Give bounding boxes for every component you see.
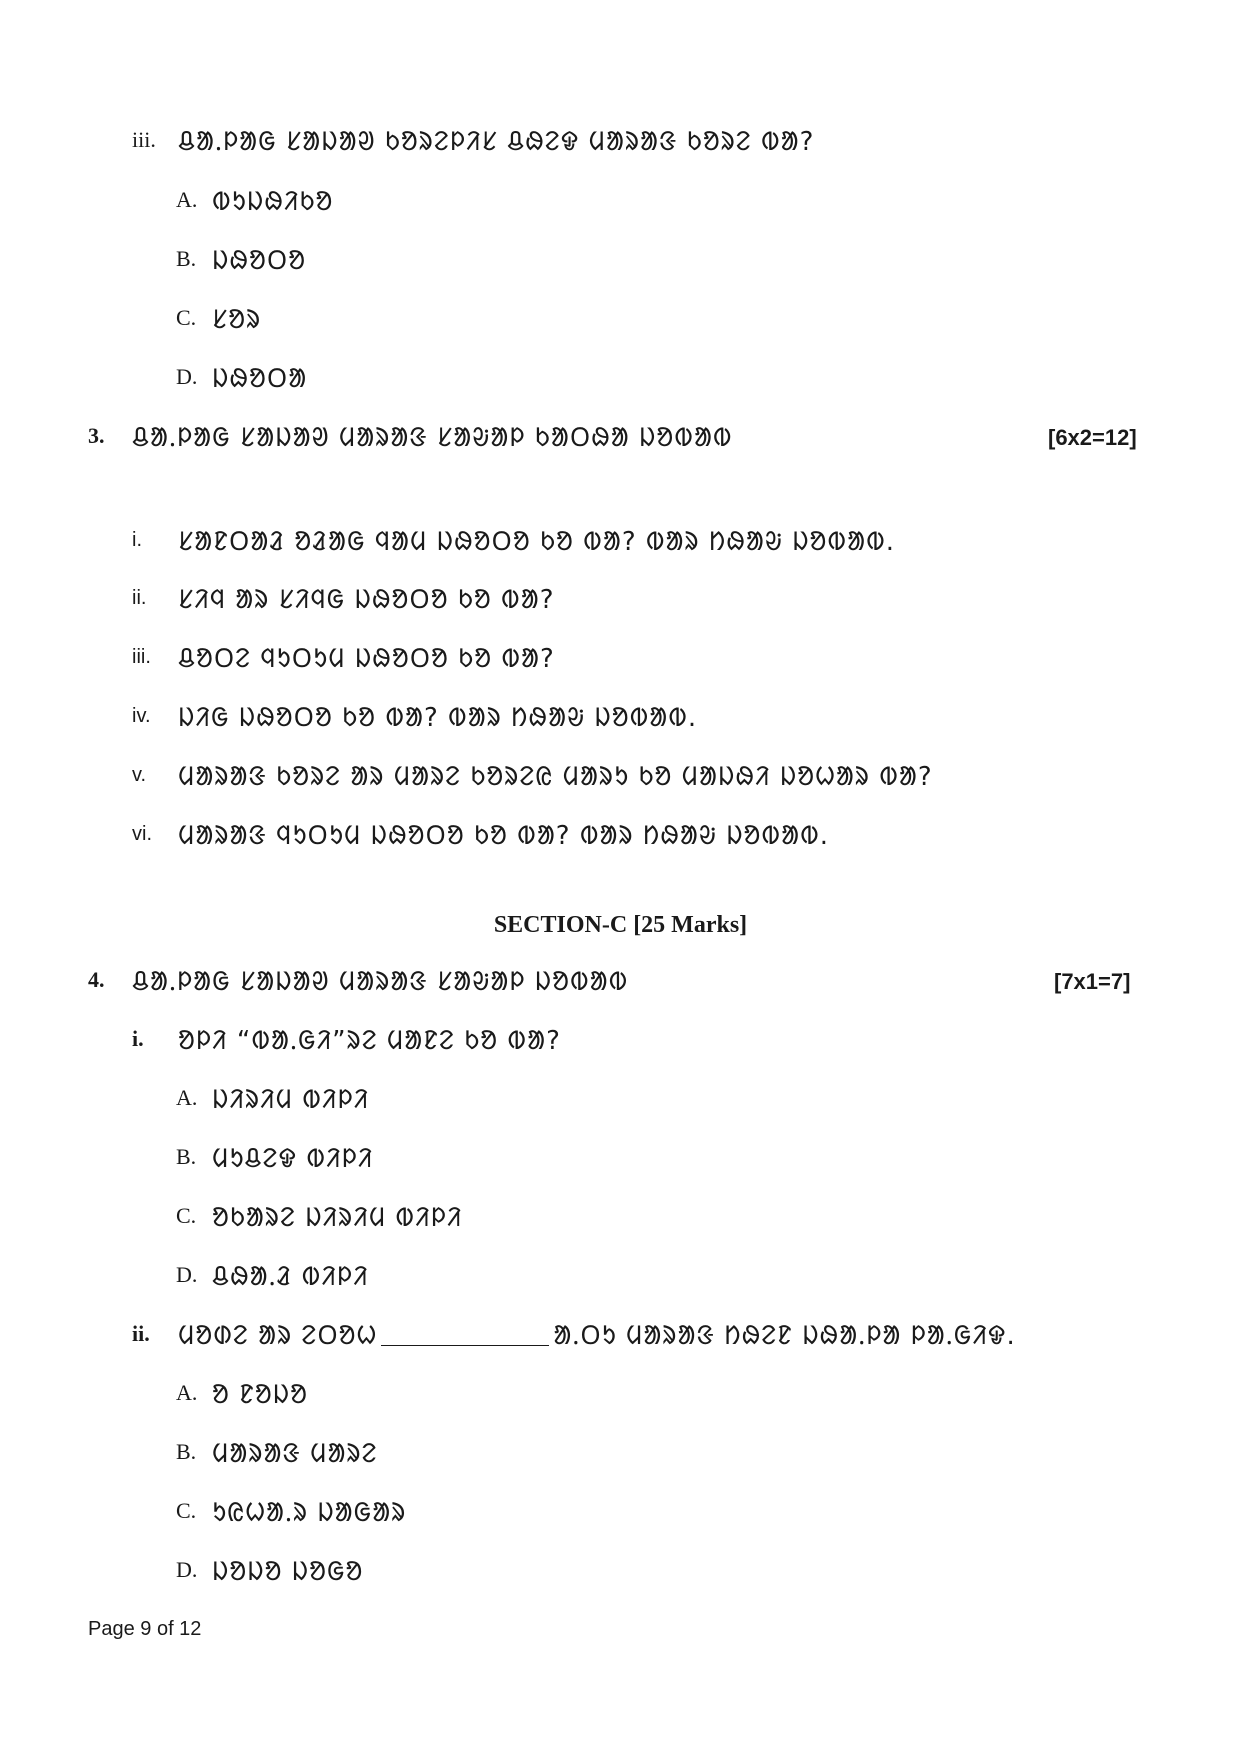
page-number: Page 9 of 12	[88, 1618, 202, 1640]
question-item	[132, 755, 933, 795]
question-item	[132, 696, 697, 736]
option-label: A.	[176, 187, 198, 212]
option-text: ᱩᱭᱦᱟᱹᱨ ᱡᱟᱜᱟᱨ	[212, 1498, 407, 1528]
option	[176, 1196, 462, 1236]
question-number: 4.	[88, 967, 105, 992]
question-text: ᱪᱟᱹᱞᱟᱜ ᱥᱟᱡᱟᱣ ᱠᱚᱨᱮᱞᱤᱥ ᱪᱷᱮᱫ ᱢᱟᱨᱟᱝ ᱠᱚᱨᱮ ᱵᱟ?	[178, 127, 815, 157]
option	[176, 1491, 406, 1531]
option-label: D.	[176, 1557, 198, 1582]
option	[176, 180, 333, 220]
question-text-before: ᱢᱚᱰᱮ ᱟᱨ ᱮᱛᱚᱦ	[178, 1321, 378, 1351]
item-number: ii.	[132, 586, 147, 609]
option-label: A.	[176, 1380, 198, 1405]
option	[176, 239, 306, 279]
option-text: ᱡᱷᱚᱛᱟ	[212, 364, 308, 394]
option-label: A.	[176, 1085, 198, 1110]
question-text: ᱢᱟᱨᱟᱝ ᱧᱩᱛᱩᱢ ᱡᱷᱚᱛᱚ ᱠᱚ ᱵᱟ? ᱵᱟᱨ ᱴᱷᱟᱶ ᱡᱚᱵᱟᱵ.	[178, 821, 830, 851]
item-number: v.	[132, 763, 147, 786]
option-label: B.	[176, 1439, 197, 1464]
option-text: ᱡᱚᱡᱚ ᱡᱚᱜᱚ	[212, 1557, 364, 1587]
marks-label: [6x2=12]	[1048, 425, 1137, 450]
question-item	[132, 814, 829, 854]
question-item	[132, 520, 895, 560]
option-text: ᱚᱠᱟᱨᱮ ᱡᱤᱨᱤᱢ ᱵᱤᱞᱤ	[212, 1203, 463, 1233]
question-text-after: ᱟᱹᱛᱩ ᱢᱟᱨᱟᱝ ᱴᱷᱮᱱ ᱡᱷᱟᱹᱞᱟ ᱞᱟᱹᱜᱤᱫ.	[553, 1321, 1016, 1351]
option-label: D.	[176, 364, 198, 389]
marks-label: [7x1=7]	[1054, 969, 1131, 994]
question-text: ᱢᱟᱨᱟᱝ ᱠᱚᱨᱮ ᱟᱨ ᱢᱟᱨᱮ ᱠᱚᱨᱮᱭ ᱢᱟᱨᱩ ᱠᱚ ᱢᱟᱡᱷᱤ ᱡᱚᱦᱟᱨ ᱵᱟ?	[178, 762, 933, 792]
section-title: SECTION-C [25 Marks]	[493, 912, 748, 938]
question-text: ᱥᱤᱧ ᱟᱨ ᱥᱤᱧᱜ ᱡᱷᱚᱛᱚ ᱠᱚ ᱵᱟ?	[178, 585, 555, 615]
fill-in-blank	[381, 1323, 549, 1346]
question-number: 3.	[88, 423, 105, 448]
option	[176, 1550, 363, 1590]
item-number: i.	[132, 528, 142, 551]
option	[176, 1255, 369, 1295]
item-number: ii.	[132, 1321, 150, 1346]
item-number: i.	[132, 1026, 144, 1051]
question-item	[132, 1019, 561, 1059]
option-label: D.	[176, 1262, 198, 1287]
option-text: ᱡᱤᱨᱤᱢ ᱵᱤᱞᱤ	[212, 1085, 370, 1115]
question-item	[132, 1314, 1016, 1354]
option-text: ᱡᱷᱚᱛᱚ	[212, 246, 307, 276]
option-label: C.	[176, 1203, 197, 1228]
question-text: ᱚᱞᱤ “ᱵᱟᱹᱜᱤ”ᱨᱮ ᱢᱟᱱᱮ ᱠᱚ ᱵᱟ?	[178, 1026, 561, 1056]
option-text: ᱚ ᱱᱚᱡᱚ	[212, 1380, 309, 1410]
question-heading	[88, 416, 733, 456]
option-text: ᱵᱩᱡᱷᱤᱠᱚ	[212, 187, 334, 217]
option-label: C.	[176, 305, 197, 330]
question-item	[132, 120, 814, 160]
option-text: ᱢᱩᱪᱮᱫ ᱵᱤᱞᱤ	[212, 1144, 374, 1174]
question-heading-text: ᱪᱟᱹᱞᱟᱜ ᱥᱟᱡᱟᱣ ᱢᱟᱨᱟᱝ ᱥᱟᱶᱟᱞ ᱡᱚᱵᱟᱵ	[132, 967, 629, 997]
question-text: ᱡᱤᱜ ᱡᱷᱚᱛᱚ ᱠᱚ ᱵᱟ? ᱵᱟᱨ ᱴᱷᱟᱶ ᱡᱚᱵᱟᱵ.	[178, 703, 698, 733]
item-number: iii.	[132, 127, 156, 152]
question-text: ᱪᱚᱛᱮ ᱧᱩᱛᱩᱢ ᱡᱷᱚᱛᱚ ᱠᱚ ᱵᱟ?	[178, 644, 555, 674]
option-label: B.	[176, 1144, 197, 1169]
item-number: iii.	[132, 645, 151, 668]
question-heading-text: ᱪᱟᱹᱞᱟᱜ ᱥᱟᱡᱟᱣ ᱢᱟᱨᱟᱝ ᱥᱟᱶᱟᱞ ᱠᱟᱛᱷᱟ ᱡᱚᱵᱟᱵ	[132, 423, 733, 453]
option-text: ᱪᱷᱟᱹᱲ ᱵᱤᱞᱤ	[212, 1262, 369, 1292]
question-text: ᱥᱟᱱᱛᱟᱲ ᱚᱲᱟᱜ ᱧᱟᱢ ᱡᱷᱚᱛᱚ ᱠᱚ ᱵᱟ? ᱵᱟᱨ ᱴᱷᱟᱶ ᱡᱚᱵᱟᱵ.	[178, 527, 896, 557]
option-label: B.	[176, 246, 197, 271]
question-item	[132, 578, 555, 618]
option	[176, 298, 261, 338]
option	[176, 1137, 373, 1177]
question-item	[132, 637, 555, 677]
item-number: vi.	[132, 822, 152, 845]
question-heading	[88, 960, 628, 1000]
option-label: C.	[176, 1498, 197, 1523]
option-text: ᱢᱟᱨᱟᱝ ᱢᱟᱨᱮ	[212, 1439, 378, 1469]
item-number: iv.	[132, 704, 151, 727]
option	[176, 1373, 308, 1413]
option	[176, 357, 307, 397]
option-text: ᱥᱚᱨ	[212, 305, 262, 335]
option	[176, 1078, 369, 1118]
option	[176, 1432, 378, 1472]
